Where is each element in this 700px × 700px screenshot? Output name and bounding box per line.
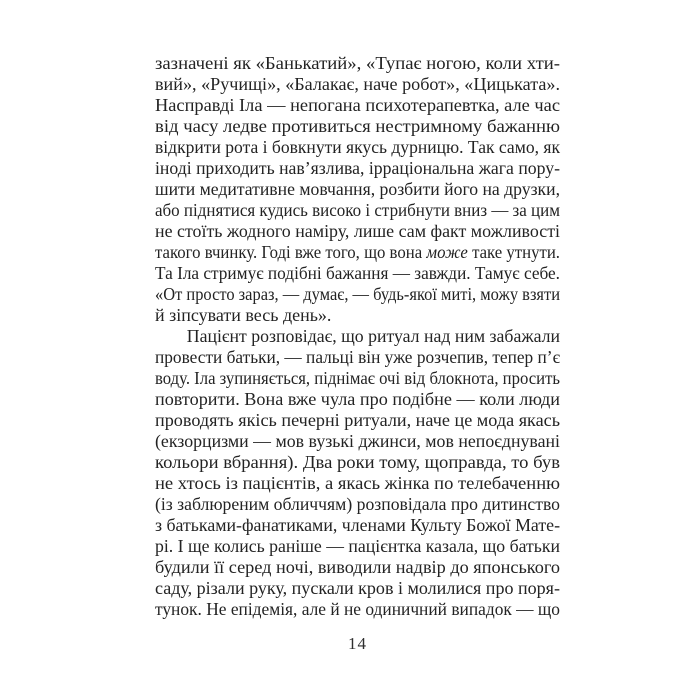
- text-line: [155, 263, 560, 284]
- text-line-content: (екзорцизми — мов вузькі джинси, мов непоєднувані: [155, 431, 560, 451]
- text-line: [155, 473, 560, 494]
- text-line-content: проводять якісь печерні ритуали, наче це мода якась: [155, 410, 560, 430]
- text-line: [155, 116, 560, 137]
- text-line: [155, 494, 560, 515]
- text-line: [155, 326, 560, 347]
- text-line-content: не стоїть жодного наміру, лише сам факт можливості: [155, 221, 560, 241]
- text-line-content: саду, різали руку, пускали кров і молилися про поря-: [155, 578, 560, 598]
- text-line-content: або піднятися кудись високо і стрибнути вниз — за цим: [155, 200, 560, 220]
- text-line-content: воду. Іла зупиняється, піднімає очі від блокнота, просить: [155, 368, 560, 388]
- text-line-content: Пацієнт розповідає, що ритуал над ним забажали: [186, 326, 561, 346]
- text-line-content: тунок. Не епідемія, але й не одиничний випадок — що: [155, 599, 560, 619]
- text-line-content: рі. І ще колись раніше — пацієнтка казала, що батьки: [155, 536, 560, 556]
- text-line-content: вий», «Ручищі», «Балакає, наче робот», «Цицьката».: [155, 74, 560, 94]
- text-line: [155, 389, 560, 410]
- text-line: [155, 347, 560, 368]
- text-line: [155, 578, 560, 599]
- text-line: [155, 536, 560, 557]
- text-line: [155, 557, 560, 578]
- text-line-content: Та Іла стримує подібні бажання — завжди. Тамує себе.: [155, 263, 560, 283]
- text-line-content: від часу ледве противиться нестримному бажанню: [155, 116, 560, 136]
- text-line: [155, 242, 560, 263]
- text-line-content: повторити. Вона вже чула про подібне — коли люди: [155, 389, 560, 409]
- text-line: [155, 305, 560, 326]
- text-line: [155, 599, 560, 620]
- italic-word: може: [426, 242, 468, 262]
- text-line-content: кольори вбрання). Два роки тому, щоправда, то був: [155, 452, 560, 472]
- text-line: [155, 368, 560, 389]
- text-line-content: не хтось із пацієнтів, а якась жінка по телебаченню: [155, 473, 560, 493]
- text-line: [155, 179, 560, 200]
- text-line-content: й зіпсувати весь день».: [155, 305, 332, 325]
- text-line-content: шити медитативне мовчання, розбити його на друзки,: [155, 179, 560, 199]
- text-line: [155, 284, 560, 305]
- text-line-content: зазначені як «Банькатий», «Тупає ногою, коли хти-: [155, 53, 560, 73]
- text-line: [155, 137, 560, 158]
- text-line-content: провести батьки, — пальці він уже розчепив, тепер п’є: [155, 347, 560, 367]
- text-line: [155, 158, 560, 179]
- text-line: [155, 515, 560, 536]
- text-line: [155, 452, 560, 473]
- text-line-content: (із заблюреним обличчям) розповідала про дитинство: [155, 494, 560, 514]
- text-line-content: «От просто зараз, — думає, — будь-якої миті, можу взяти: [155, 284, 560, 304]
- text-line: [155, 200, 560, 221]
- text-line-content: Насправді Іла — непогана психотерапевтка, але час: [155, 95, 560, 115]
- page-text: [155, 53, 560, 620]
- text-line-content: з батьками-фанатиками, членами Культу Божої Мате-: [155, 515, 560, 535]
- text-line: [155, 410, 560, 431]
- text-line: [155, 53, 560, 74]
- page-number: 14: [348, 634, 367, 653]
- text-line: [155, 221, 560, 242]
- text-line: [155, 95, 560, 116]
- text-line-content: відкрити рота і бовкнути якусь дурницю. Так само, як: [155, 137, 560, 157]
- text-line: [155, 74, 560, 95]
- text-line-content: такого вчинку. Годі вже того, що вона може таке утнути.: [155, 242, 560, 262]
- text-line-content: будили її серед ночі, виводили надвір до японського: [155, 557, 560, 577]
- text-line: [155, 431, 560, 452]
- text-line-content: іноді приходить нав’язлива, ірраціональна жага пору-: [155, 158, 560, 178]
